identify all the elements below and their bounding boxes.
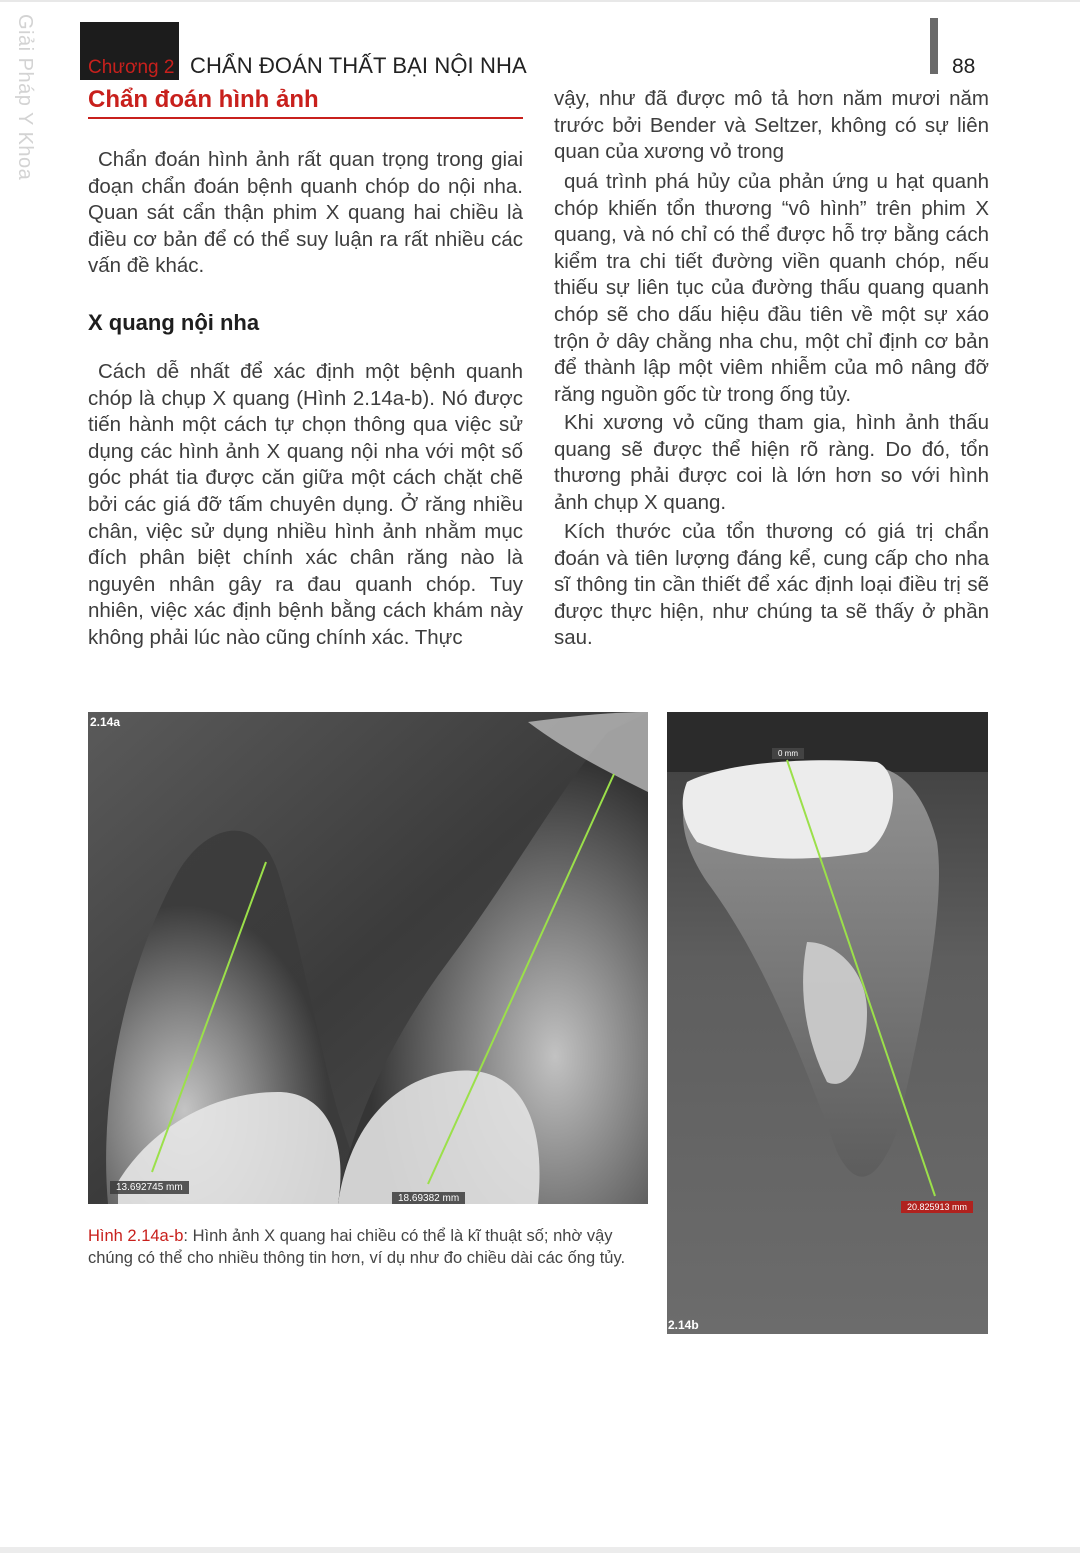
chapter-title: CHẨN ĐOÁN THẤT BẠI NỘI NHA: [190, 53, 527, 78]
measurement-a2: 18.69382 mm: [392, 1192, 465, 1204]
bottom-border: [0, 1547, 1080, 1553]
section-title: Chẩn đoán hình ảnh: [88, 86, 319, 113]
figure-a-label: 2.14a: [90, 715, 121, 729]
measurement-b-length: 20.825913 mm: [901, 1201, 973, 1213]
side-watermark: [2, 14, 42, 184]
figure-b-label: 2.14b: [668, 1318, 699, 1332]
right-paragraph-3: Khi xương vỏ cũng tham gia, hình ảnh thấu quang sẽ được thể hiện rõ ràng. Do đó, tổn thương phải được coi là lớn hơn so với hình ảnh chụp X quang.: [554, 411, 989, 514]
measurement-b-start: 0 mm: [772, 748, 804, 759]
right-paragraph-2: quá trình phá hủy của phản ứng u hạt quanh chóp khiến tổn thương “vô hình” trên phim X quang, và nó chỉ có thể được hỗ trợ bằng cách kiểm tra chi tiết đường viền quanh chóp, nếu thiếu sự liên tục của đường thấu quang quanh chóp sẽ cho dấu hiệu đầu tiên về một sự xáo trộn ở dây chằng nha chu, một chỉ định cơ bản để thành lập một viêm nhiễm của mô nâng đỡ răng nguồn gốc từ trong ống tủy.: [554, 170, 989, 406]
figure-caption: [88, 1226, 648, 1269]
body-paragraph: Cách dễ nhất để xác định một bệnh quanh chóp là chụp X quang (Hình 2.14a-b). Nó được tiến hành một cách tự chọn thông qua việc sử dụng các hình ảnh X quang nội nha với một số góc phát tia được căn giữa một cách chặt chẽ bởi các giá đỡ tấm chuyên dụng. Ở răng nhiều chân, việc sử dụng nhiều hình ảnh nhằm mục đích phân biệt chính xác chân răng nào là nguyên nhân gây ra đau quanh chóp. Tuy nhiên, việc xác định bệnh bằng cách khám này không phải lúc nào cũng chính xác. Thực: [88, 360, 523, 649]
caption-text: : Hình ảnh X quang hai chiều có thể là kĩ thuật số; nhờ vậy chúng có thể cho nhiều thông tin hơn, ví dụ như đo chiều dài các ống tủy.: [88, 1227, 626, 1267]
subheading: X quang nội nha: [88, 310, 260, 335]
xray-figure-a: [88, 712, 648, 1204]
xray-a-image: [88, 712, 648, 1204]
xray-b-image: [667, 712, 988, 1334]
caption-reference: Hình 2.14a-b: [88, 1227, 184, 1245]
right-paragraph-4: Kích thước của tổn thương có giá trị chẩn đoán và tiên lượng đáng kể, cung cấp cho nha sĩ thông tin cần thiết để xác định loại điều trị sẽ được thực hiện, như chúng ta sẽ thấy ở phần sau.: [554, 520, 989, 650]
top-border: [0, 0, 1080, 2]
intro-paragraph: Chẩn đoán hình ảnh rất quan trọng trong giai đoạn chẩn đoán bệnh quanh chóp do nội nha. Quan sát cẩn thận phim X quang hai chiều là điều cơ bản để có thể suy luận ra rất nhiều các vấn đề khác.: [88, 148, 523, 278]
watermark-text: Giải Pháp Y Khoa: [14, 14, 36, 181]
measurement-a1: 13.692745 mm: [110, 1181, 189, 1194]
page-number: 88: [952, 55, 976, 78]
section-underline: [88, 117, 523, 119]
xray-figure-b: [667, 712, 988, 1334]
right-paragraph-1: vậy, như đã được mô tả hơn năm mươi năm trước bởi Bender và Seltzer, không có sự liên quan của xương vỏ trong: [554, 87, 989, 164]
page-marker-bar: [930, 18, 938, 74]
chapter-label: Chương 2: [88, 57, 175, 78]
